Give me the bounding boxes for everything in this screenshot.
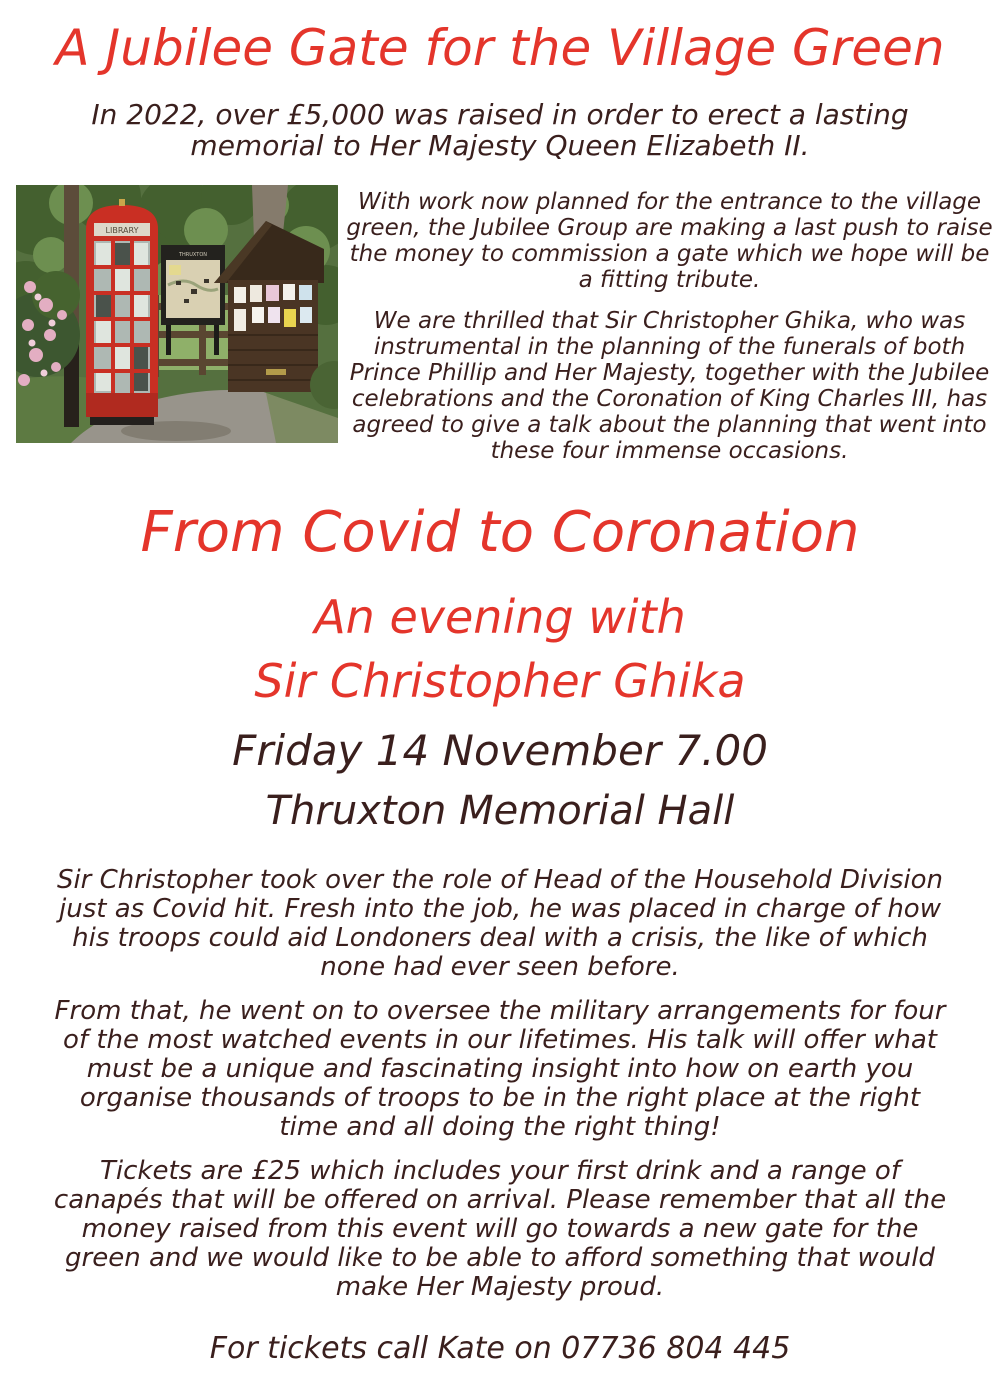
body-paragraph-2: From that, he went on to oversee the military arrangements for four of the most watched events in our lifetimes. His talk will offer what must be a unique and fascinating insight into how on earth you organise thousands of troops to be in the right place at the right time and all doing the right thing! <box>54 996 946 1142</box>
tickets-contact-line: For tickets call Kate on 07736 804 445 <box>209 1331 791 1366</box>
event-datetime: Friday 14 November 7.00 <box>232 726 768 775</box>
intro-paragraph: In 2022, over £5,000 was raised in order to erect a lasting memorial to Her Majesty Queen Elizabeth II. <box>91 98 909 162</box>
event-venue: Thruxton Memorial Hall <box>265 788 735 834</box>
event-subtitle-line-1: An evening with <box>314 590 686 644</box>
photo-paragraph-1: With work now planned for the entrance to the village green, the Jubilee Group are making a last push to raise the money to commission a gate which we hope will be a fitting tribute. <box>346 189 993 293</box>
phone-box-sign-text: LIBRARY <box>105 226 139 235</box>
event-subtitle <box>0 585 1000 713</box>
body-paragraph-1: Sir Christopher took over the role of Head of the Household Division just as Covid hit. Fresh into the job, he was placed in charge of how his troops could aid Londoners deal with a crisis, the like of which none had ever seen before. <box>56 865 944 982</box>
village-photo-illustration <box>16 185 338 443</box>
flyer-title: A Jubilee Gate for the Village Green <box>55 19 945 77</box>
photo-side-text <box>345 189 994 479</box>
event-title: From Covid to Coronation <box>140 500 860 565</box>
body-paragraph-3: Tickets are £25 which includes your first drink and a range of canapés that will be offered on arrival. Please remember that all the money raised from this event will go towards a new gate for the green and we would like to be able to afford something that would make Her Majesty proud. <box>53 1156 947 1302</box>
event-description <box>52 866 948 1317</box>
village-green-photo <box>16 185 338 443</box>
photo-paragraph-2: We are thrilled that Sir Christopher Ghika, who was instrumental in the planning of the funerals of both Prince Phillip and Her Majesty, together with the Jubilee celebrations and the Coronation of King Charles III, has agreed to give a talk about the planning that went into these four immense occasions. <box>349 308 990 464</box>
phone-box-icon <box>86 199 158 425</box>
event-subtitle-line-2: Sir Christopher Ghika <box>254 654 746 708</box>
map-board-title-text: THRUXTON <box>178 252 208 258</box>
